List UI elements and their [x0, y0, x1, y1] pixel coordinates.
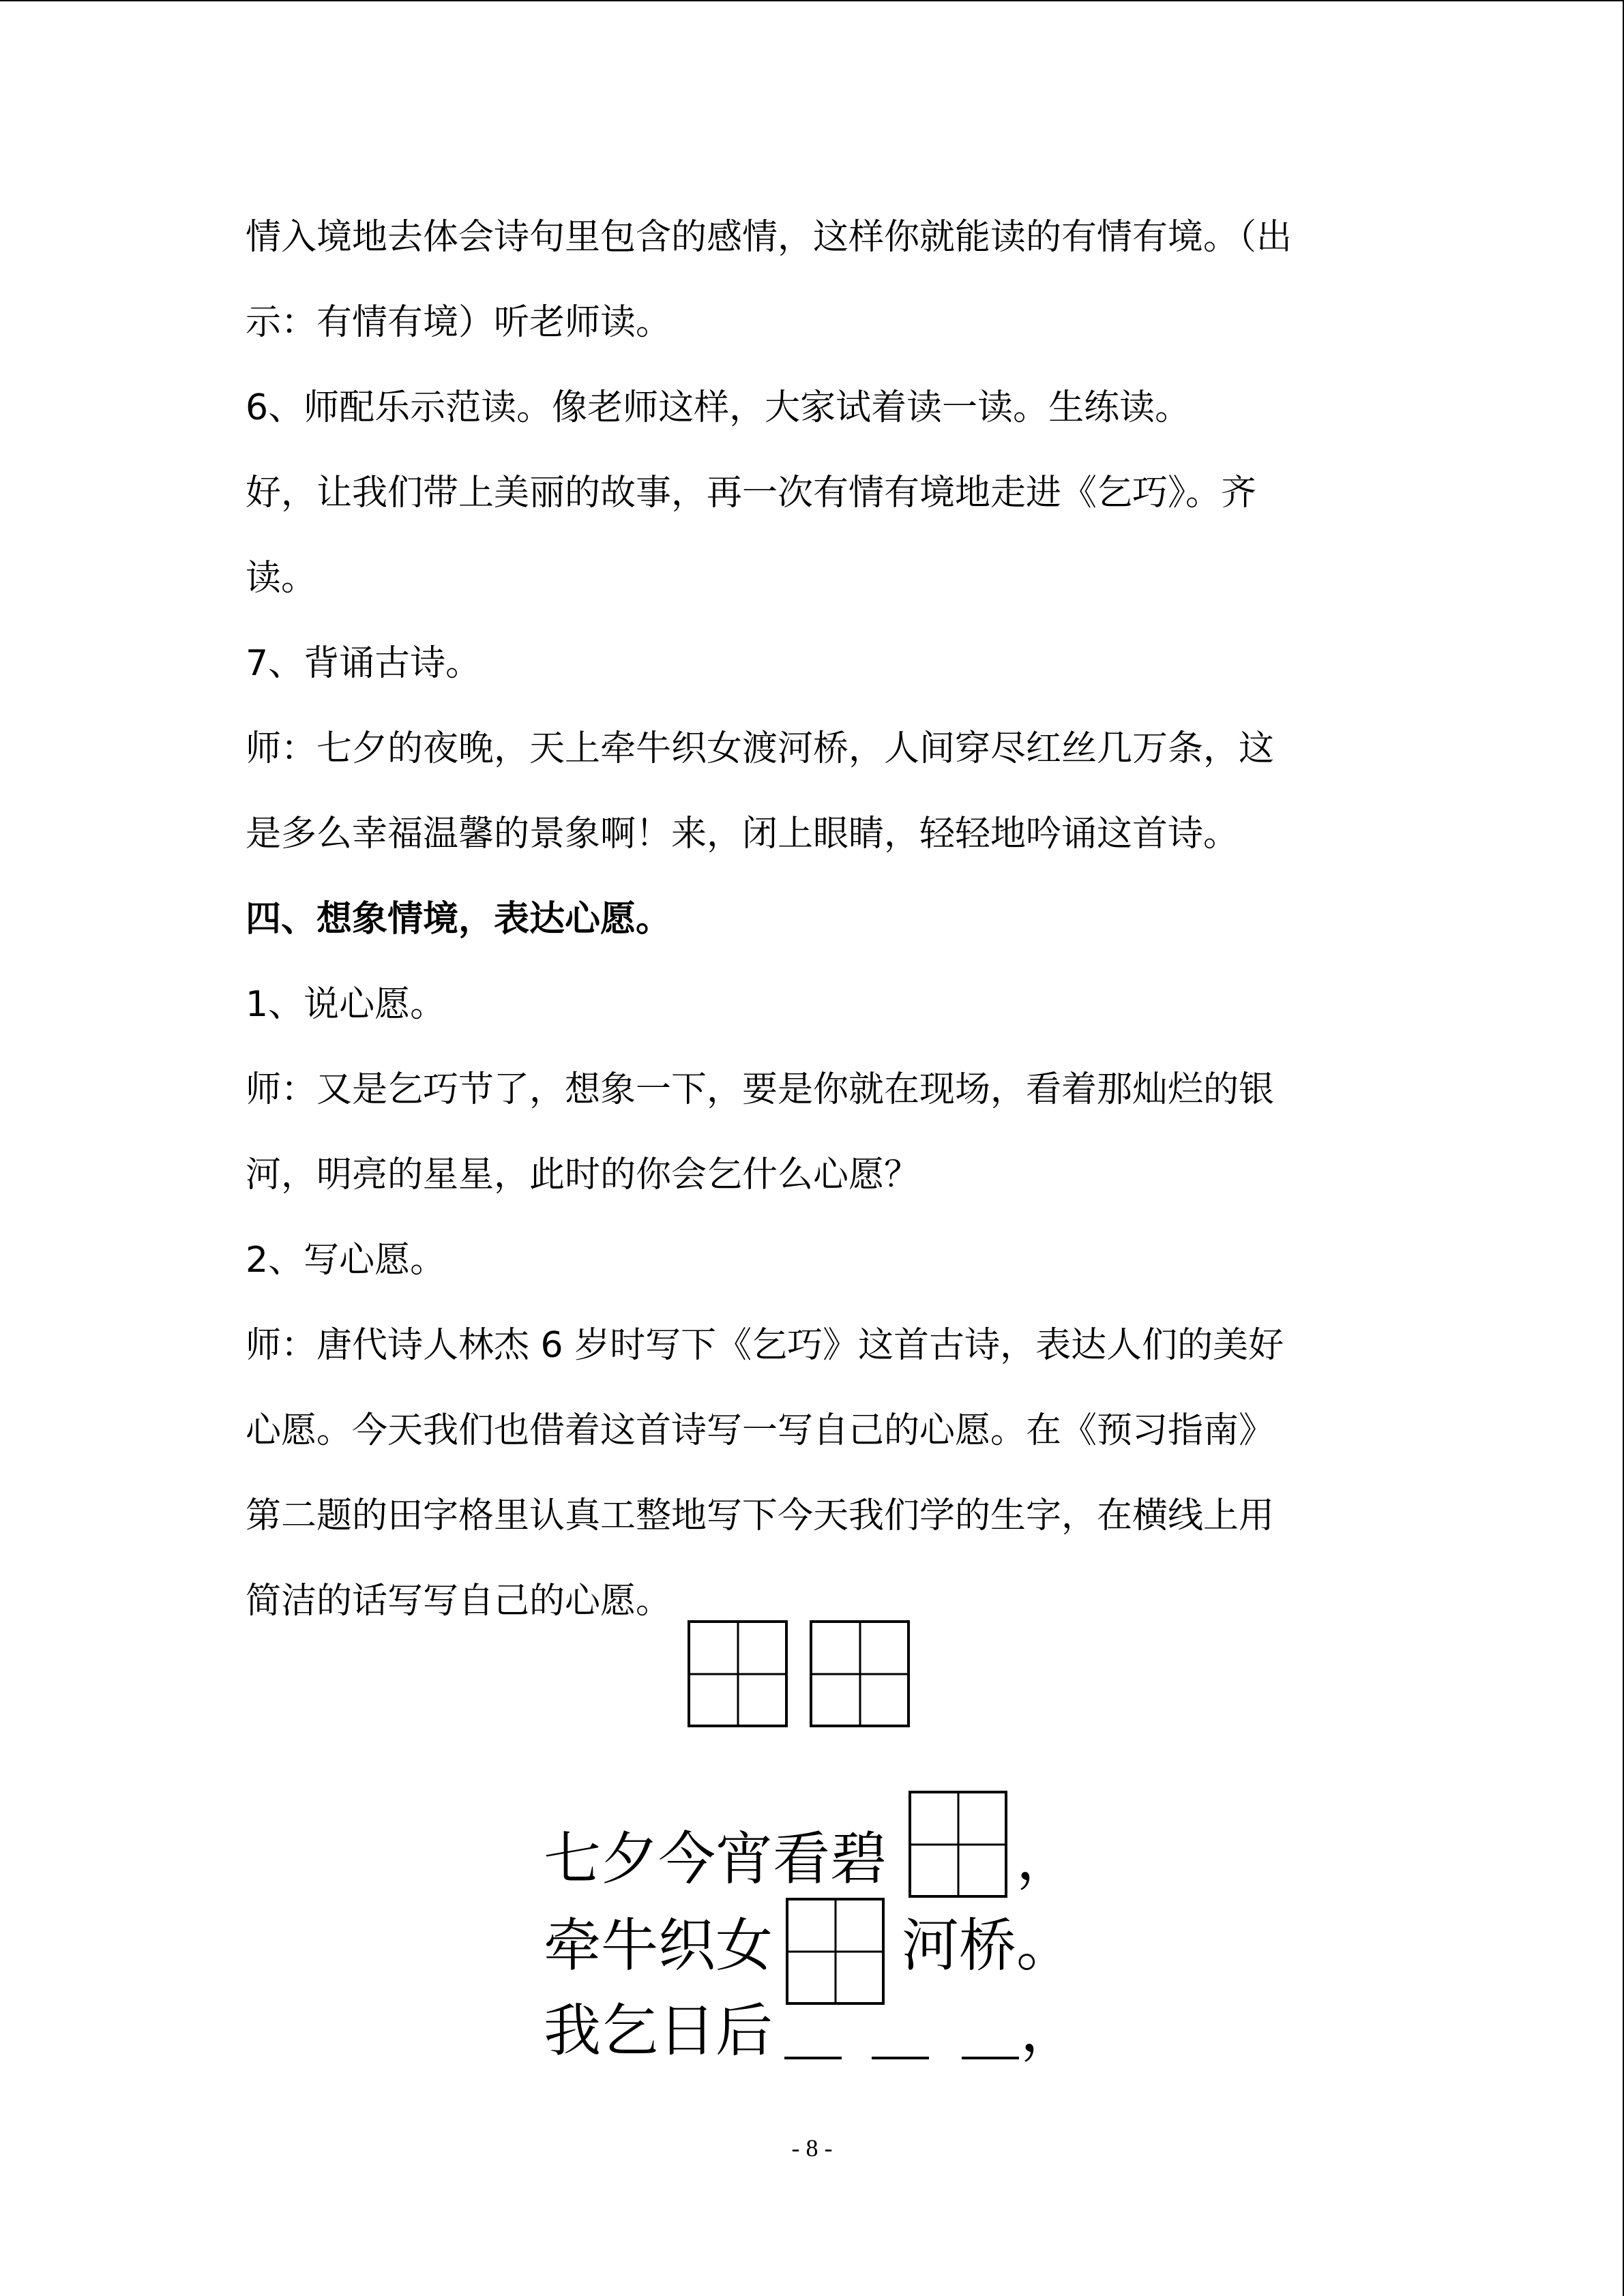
section-heading: 四、想象情境，表达心愿。 [246, 899, 672, 940]
poem-line2-after: 河桥。 [902, 1912, 1074, 1979]
tianzige-box-2 [810, 1620, 910, 1727]
body-line-3: 6、师配乐示范读。像老师这样，大家试着读一读。生练读。 [246, 387, 1191, 428]
body-line-10: 1、说心愿。 [246, 984, 446, 1025]
body-line-13: 2、写心愿。 [246, 1240, 446, 1281]
poem-line1-punct: ， [1016, 1825, 1074, 1892]
body-line-16: 第二题的田字格里认真工整地写下今天我们学的生字，在横线上用 [246, 1495, 1275, 1536]
poem-line1-text: 七夕今宵看碧 [544, 1825, 888, 1892]
poem-tianzige-1 [909, 1791, 1007, 1898]
poem-tianzige-2 [786, 1898, 885, 2005]
answer-blank-2[interactable] [872, 2057, 929, 2059]
poem-line3-punct: ， [1020, 1997, 1078, 2064]
body-line-2: 示：有情有境）听老师读。 [246, 302, 672, 343]
body-line-1: 情入境地去体会诗句里包含的感情，这样你就能读的有情有境。（出 [246, 217, 1293, 258]
tianzige-box-1 [688, 1620, 788, 1727]
answer-blank-1[interactable] [784, 2057, 842, 2059]
body-line-5: 读。 [246, 558, 317, 599]
body-line-11: 师：又是乞巧节了，想象一下，要是你就在现场，看着那灿烂的银 [246, 1069, 1275, 1110]
body-line-4: 好，让我们带上美丽的故事，再一次有情有境地走进《乞巧》。齐 [246, 473, 1257, 513]
answer-blank-3[interactable] [962, 2057, 1019, 2059]
body-line-7: 师：七夕的夜晚，天上牵牛织女渡河桥，人间穿尽红丝几万条，这 [246, 728, 1275, 769]
poem-line2-text: 牵牛织女 [544, 1912, 773, 1979]
body-line-17: 简洁的话写写自己的心愿。 [246, 1581, 672, 1622]
body-line-6: 7、背诵古诗。 [246, 643, 482, 684]
body-line-14: 师：唐代诗人林杰 6 岁时写下《乞巧》这首古诗，表达人们的美好 [246, 1325, 1284, 1366]
body-line-15: 心愿。今天我们也借着这首诗写一写自己的心愿。在《预习指南》 [246, 1410, 1275, 1451]
body-line-12: 河，明亮的星星，此时的你会乞什么心愿？ [246, 1154, 920, 1195]
body-line-8: 是多么幸福温馨的景象啊！来，闭上眼睛，轻轻地吟诵这首诗。 [246, 814, 1239, 854]
poem-line3-text: 我乞日后 [544, 1997, 773, 2064]
page-number: - 8 - [791, 2134, 833, 2162]
